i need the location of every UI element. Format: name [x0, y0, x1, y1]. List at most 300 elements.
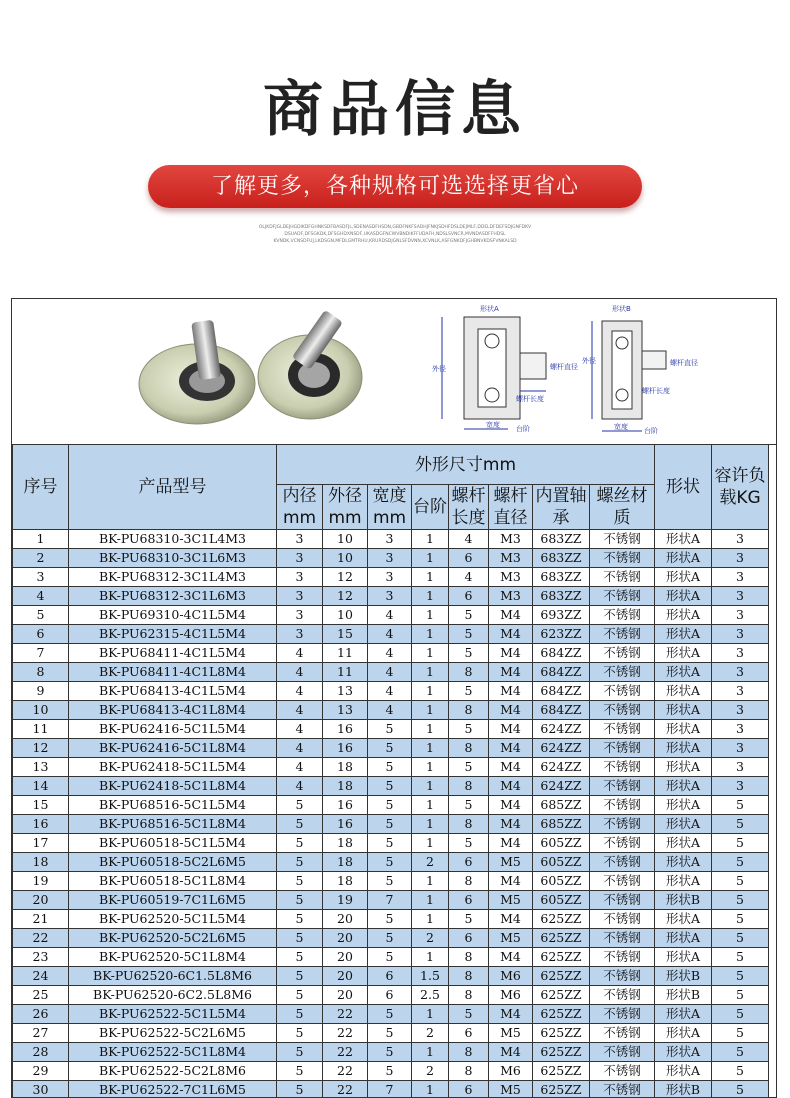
- cell-index: 24: [13, 967, 69, 986]
- cell-index: 27: [13, 1024, 69, 1043]
- page-title: 商品信息: [263, 75, 527, 145]
- cell-load: 5: [712, 891, 769, 910]
- cell-shape: 形状A: [655, 682, 712, 701]
- cell-shape: 形状B: [655, 986, 712, 1005]
- cell-bolt-dia: M4: [489, 1005, 533, 1024]
- cell-bolt-dia: M4: [489, 796, 533, 815]
- cell-load: 3: [712, 644, 769, 663]
- cell-bolt-dia: M5: [489, 1024, 533, 1043]
- table-row: [13, 872, 769, 891]
- cell-shape: 形状A: [655, 663, 712, 682]
- cell-bolt-dia: M5: [489, 1081, 533, 1098]
- cell-bolt-len: 6: [449, 929, 489, 948]
- cell-inner-dia: 5: [277, 1005, 323, 1024]
- cell-inner-dia: 3: [277, 549, 323, 568]
- cell-bolt-dia: M4: [489, 720, 533, 739]
- cell-bearing: 605ZZ: [533, 872, 590, 891]
- cell-step: 1: [412, 530, 449, 549]
- cell-bearing: 605ZZ: [533, 853, 590, 872]
- cell-inner-dia: 3: [277, 530, 323, 549]
- cell-outer-dia: 13: [323, 701, 368, 720]
- cell-bolt-len: 8: [449, 948, 489, 967]
- cell-bearing: 625ZZ: [533, 910, 590, 929]
- table-row: [13, 796, 769, 815]
- cell-width: 4: [368, 682, 412, 701]
- cell-shape: 形状A: [655, 758, 712, 777]
- cell-index: 8: [13, 663, 69, 682]
- cell-shape: 形状A: [655, 1005, 712, 1024]
- cell-outer-dia: 16: [323, 815, 368, 834]
- cell-step: 1.5: [412, 967, 449, 986]
- cell-step: 2.5: [412, 986, 449, 1005]
- cell-bolt-len: 5: [449, 834, 489, 853]
- cell-inner-dia: 5: [277, 1062, 323, 1081]
- table-row: [13, 587, 769, 606]
- cell-bearing: 625ZZ: [533, 948, 590, 967]
- cell-width: 5: [368, 1043, 412, 1062]
- cell-model: BK-PU69310-4C1L5M4: [69, 606, 277, 625]
- cell-index: 20: [13, 891, 69, 910]
- cell-outer-dia: 18: [323, 758, 368, 777]
- table-row: [13, 815, 769, 834]
- cell-inner-dia: 5: [277, 1024, 323, 1043]
- cell-model: BK-PU62522-5C2L6M5: [69, 1024, 277, 1043]
- cell-bolt-material: 不锈钢: [590, 872, 655, 891]
- cell-step: 1: [412, 701, 449, 720]
- table-row: [13, 986, 769, 1005]
- table-row: [13, 758, 769, 777]
- cell-bolt-dia: M3: [489, 587, 533, 606]
- cell-index: 16: [13, 815, 69, 834]
- table-row: [13, 1062, 769, 1081]
- cell-width: 5: [368, 929, 412, 948]
- cell-load: 3: [712, 625, 769, 644]
- cell-outer-dia: 16: [323, 720, 368, 739]
- cell-index: 3: [13, 568, 69, 587]
- cell-bolt-material: 不锈钢: [590, 682, 655, 701]
- cell-index: 29: [13, 1062, 69, 1081]
- cell-outer-dia: 18: [323, 777, 368, 796]
- cell-step: 1: [412, 739, 449, 758]
- cell-load: 5: [712, 1081, 769, 1098]
- cell-bearing: 683ZZ: [533, 587, 590, 606]
- cell-bearing: 683ZZ: [533, 549, 590, 568]
- cell-step: 1: [412, 872, 449, 891]
- cell-model: BK-PU62522-7C1L6M5: [69, 1081, 277, 1098]
- cell-outer-dia: 20: [323, 910, 368, 929]
- cell-load: 3: [712, 739, 769, 758]
- cell-width: 5: [368, 910, 412, 929]
- cell-load: 3: [712, 549, 769, 568]
- diagram-bolt-len-label-b: 螺杆长度: [642, 387, 670, 395]
- cell-bearing: 684ZZ: [533, 663, 590, 682]
- cell-bearing: 685ZZ: [533, 796, 590, 815]
- table-row: [13, 663, 769, 682]
- cell-bearing: 684ZZ: [533, 682, 590, 701]
- header-dims-group: 外形尺寸mm: [277, 445, 655, 485]
- cell-load: 5: [712, 967, 769, 986]
- cell-width: 5: [368, 1024, 412, 1043]
- cell-outer-dia: 15: [323, 625, 368, 644]
- cell-width: 5: [368, 948, 412, 967]
- cell-model: BK-PU68310-3C1L6M3: [69, 549, 277, 568]
- cell-outer-dia: 12: [323, 587, 368, 606]
- cell-bearing: 625ZZ: [533, 1005, 590, 1024]
- cell-bolt-material: 不锈钢: [590, 910, 655, 929]
- cell-shape: 形状B: [655, 891, 712, 910]
- product-visual-area: [12, 299, 776, 445]
- cell-model: BK-PU68310-3C1L4M3: [69, 530, 277, 549]
- cell-shape: 形状A: [655, 587, 712, 606]
- diagram-width-label-b: 宽度: [614, 423, 628, 431]
- diagram-width-label: 宽度: [486, 421, 500, 429]
- cell-bearing: 623ZZ: [533, 625, 590, 644]
- cell-bolt-dia: M4: [489, 606, 533, 625]
- cell-bolt-len: 8: [449, 739, 489, 758]
- table-row: [13, 1005, 769, 1024]
- cell-load: 3: [712, 530, 769, 549]
- cell-inner-dia: 5: [277, 967, 323, 986]
- cell-step: 1: [412, 606, 449, 625]
- cell-bolt-dia: M5: [489, 891, 533, 910]
- cell-inner-dia: 3: [277, 587, 323, 606]
- cell-model: BK-PU62520-5C2L6M5: [69, 929, 277, 948]
- cell-bolt-len: 8: [449, 815, 489, 834]
- cell-outer-dia: 12: [323, 568, 368, 587]
- cell-bolt-material: 不锈钢: [590, 929, 655, 948]
- cell-bolt-len: 8: [449, 967, 489, 986]
- cell-step: 1: [412, 644, 449, 663]
- cell-load: 3: [712, 682, 769, 701]
- cell-shape: 形状A: [655, 1024, 712, 1043]
- diagram-shape-b-label: 形状B: [612, 305, 631, 313]
- cell-inner-dia: 5: [277, 986, 323, 1005]
- cell-bolt-len: 4: [449, 530, 489, 549]
- cell-model: BK-PU60518-5C2L6M5: [69, 853, 277, 872]
- table-row: [13, 777, 769, 796]
- cell-index: 23: [13, 948, 69, 967]
- cell-model: BK-PU68516-5C1L8M4: [69, 815, 277, 834]
- cell-shape: 形状A: [655, 625, 712, 644]
- cell-shape: 形状A: [655, 1062, 712, 1081]
- cell-width: 5: [368, 853, 412, 872]
- cell-outer-dia: 20: [323, 929, 368, 948]
- cell-step: 1: [412, 948, 449, 967]
- cell-bolt-dia: M5: [489, 929, 533, 948]
- cell-outer-dia: 22: [323, 1081, 368, 1098]
- cell-bolt-dia: M4: [489, 682, 533, 701]
- cell-bolt-dia: M4: [489, 777, 533, 796]
- table-row: [13, 682, 769, 701]
- cell-bearing: 683ZZ: [533, 530, 590, 549]
- cell-index: 1: [13, 530, 69, 549]
- cell-inner-dia: 5: [277, 853, 323, 872]
- cell-bolt-material: 不锈钢: [590, 796, 655, 815]
- cell-model: BK-PU60518-5C1L8M4: [69, 872, 277, 891]
- table-body: [13, 530, 769, 1098]
- cell-bolt-dia: M4: [489, 948, 533, 967]
- cell-bolt-len: 6: [449, 1081, 489, 1098]
- table-row: [13, 644, 769, 663]
- cell-bearing: 625ZZ: [533, 1043, 590, 1062]
- cell-inner-dia: 4: [277, 682, 323, 701]
- table-row: [13, 1043, 769, 1062]
- cell-bolt-material: 不锈钢: [590, 530, 655, 549]
- cell-step: 1: [412, 625, 449, 644]
- cell-load: 5: [712, 929, 769, 948]
- cell-outer-dia: 18: [323, 853, 368, 872]
- cell-index: 7: [13, 644, 69, 663]
- cell-outer-dia: 18: [323, 834, 368, 853]
- cell-shape: 形状A: [655, 549, 712, 568]
- cell-inner-dia: 5: [277, 929, 323, 948]
- diagram-outer-dia-label-b: 外径: [582, 357, 596, 365]
- cell-load: 5: [712, 834, 769, 853]
- cell-bearing: 624ZZ: [533, 777, 590, 796]
- cell-step: 1: [412, 796, 449, 815]
- cell-width: 4: [368, 606, 412, 625]
- cell-index: 15: [13, 796, 69, 815]
- cell-load: 5: [712, 986, 769, 1005]
- cell-width: 5: [368, 758, 412, 777]
- cell-bolt-len: 8: [449, 701, 489, 720]
- cell-index: 12: [13, 739, 69, 758]
- cell-bolt-dia: M4: [489, 739, 533, 758]
- cell-width: 5: [368, 872, 412, 891]
- cell-shape: 形状A: [655, 910, 712, 929]
- cell-bearing: 625ZZ: [533, 967, 590, 986]
- cell-load: 3: [712, 606, 769, 625]
- cell-index: 5: [13, 606, 69, 625]
- table-row: [13, 606, 769, 625]
- cell-bolt-len: 6: [449, 549, 489, 568]
- cell-load: 5: [712, 948, 769, 967]
- cell-index: 13: [13, 758, 69, 777]
- cell-model: BK-PU68411-4C1L8M4: [69, 663, 277, 682]
- header-index: 序号: [13, 445, 69, 530]
- cell-width: 5: [368, 815, 412, 834]
- cell-bolt-material: 不锈钢: [590, 663, 655, 682]
- cell-inner-dia: 4: [277, 720, 323, 739]
- header-outer-dia: 外径mm: [323, 485, 368, 530]
- table-row: [13, 720, 769, 739]
- cell-step: 1: [412, 777, 449, 796]
- cell-inner-dia: 4: [277, 644, 323, 663]
- cell-index: 2: [13, 549, 69, 568]
- cell-width: 7: [368, 891, 412, 910]
- cell-shape: 形状A: [655, 929, 712, 948]
- table-row: [13, 549, 769, 568]
- cell-bearing: 625ZZ: [533, 1024, 590, 1043]
- cell-load: 3: [712, 758, 769, 777]
- cell-bearing: 625ZZ: [533, 929, 590, 948]
- cell-inner-dia: 5: [277, 796, 323, 815]
- cell-width: 5: [368, 834, 412, 853]
- cell-load: 3: [712, 720, 769, 739]
- cell-inner-dia: 4: [277, 777, 323, 796]
- cell-outer-dia: 22: [323, 1043, 368, 1062]
- cell-bolt-material: 不锈钢: [590, 739, 655, 758]
- table-row: [13, 530, 769, 549]
- cell-load: 5: [712, 872, 769, 891]
- spec-sheet: [11, 298, 777, 1098]
- table-row: [13, 834, 769, 853]
- cell-inner-dia: 5: [277, 1081, 323, 1098]
- tiny-text-line: DSUADF,DFSGKDK,DFSGHDXNSDF,UKASDGFNCWVBNDIKFFUDAFH,NDSLSVNCR,MVNDASDFFHDSL: [284, 232, 506, 237]
- table-row: [13, 948, 769, 967]
- cell-bolt-len: 5: [449, 682, 489, 701]
- cell-model: BK-PU68312-3C1L4M3: [69, 568, 277, 587]
- cell-width: 5: [368, 1005, 412, 1024]
- cell-bearing: 624ZZ: [533, 739, 590, 758]
- cell-bolt-dia: M4: [489, 625, 533, 644]
- cell-shape: 形状A: [655, 530, 712, 549]
- cell-index: 22: [13, 929, 69, 948]
- diagram-step-label: 台阶: [516, 425, 530, 433]
- cell-model: BK-PU62522-5C1L5M4: [69, 1005, 277, 1024]
- cell-index: 28: [13, 1043, 69, 1062]
- table-row: [13, 853, 769, 872]
- cell-outer-dia: 13: [323, 682, 368, 701]
- cell-load: 3: [712, 663, 769, 682]
- cell-load: 3: [712, 701, 769, 720]
- cell-outer-dia: 20: [323, 967, 368, 986]
- cell-outer-dia: 11: [323, 663, 368, 682]
- cell-inner-dia: 5: [277, 815, 323, 834]
- cell-index: 21: [13, 910, 69, 929]
- cell-bolt-material: 不锈钢: [590, 606, 655, 625]
- cell-outer-dia: 18: [323, 872, 368, 891]
- cell-step: 1: [412, 663, 449, 682]
- cell-bolt-len: 6: [449, 853, 489, 872]
- cell-load: 3: [712, 777, 769, 796]
- cell-bolt-material: 不锈钢: [590, 986, 655, 1005]
- cell-width: 5: [368, 720, 412, 739]
- cell-bearing: 685ZZ: [533, 815, 590, 834]
- cell-shape: 形状B: [655, 967, 712, 986]
- cell-bearing: 683ZZ: [533, 568, 590, 587]
- cell-width: 4: [368, 701, 412, 720]
- table-row: [13, 739, 769, 758]
- cell-width: 6: [368, 967, 412, 986]
- cell-width: 5: [368, 777, 412, 796]
- banner-pill: 了解更多，各种规格可选选择更省心: [148, 165, 642, 208]
- cell-bolt-material: 不锈钢: [590, 1005, 655, 1024]
- cell-index: 11: [13, 720, 69, 739]
- cell-index: 14: [13, 777, 69, 796]
- cell-inner-dia: 5: [277, 834, 323, 853]
- cell-inner-dia: 4: [277, 758, 323, 777]
- cell-width: 5: [368, 739, 412, 758]
- cell-outer-dia: 22: [323, 1005, 368, 1024]
- cell-shape: 形状A: [655, 644, 712, 663]
- cell-shape: 形状A: [655, 701, 712, 720]
- cell-index: 9: [13, 682, 69, 701]
- cell-load: 5: [712, 910, 769, 929]
- cell-bearing: 625ZZ: [533, 1081, 590, 1098]
- cell-load: 5: [712, 1062, 769, 1081]
- table-row: [13, 929, 769, 948]
- cell-bolt-len: 5: [449, 796, 489, 815]
- cell-bolt-material: 不锈钢: [590, 891, 655, 910]
- cell-model: BK-PU62315-4C1L5M4: [69, 625, 277, 644]
- cell-bolt-dia: M6: [489, 1062, 533, 1081]
- cell-step: 2: [412, 1024, 449, 1043]
- cell-bolt-material: 不锈钢: [590, 834, 655, 853]
- cell-index: 17: [13, 834, 69, 853]
- cell-index: 6: [13, 625, 69, 644]
- cell-model: BK-PU62522-5C1L8M4: [69, 1043, 277, 1062]
- cell-bolt-len: 6: [449, 587, 489, 606]
- cell-bolt-dia: M3: [489, 530, 533, 549]
- cell-model: BK-PU60519-7C1L6M5: [69, 891, 277, 910]
- cell-bolt-material: 不锈钢: [590, 625, 655, 644]
- cell-bolt-dia: M5: [489, 853, 533, 872]
- cell-bearing: 625ZZ: [533, 1062, 590, 1081]
- cell-bolt-material: 不锈钢: [590, 644, 655, 663]
- cell-load: 5: [712, 815, 769, 834]
- cell-step: 1: [412, 910, 449, 929]
- cell-bolt-dia: M4: [489, 644, 533, 663]
- cell-width: 3: [368, 587, 412, 606]
- cell-load: 5: [712, 1043, 769, 1062]
- cell-shape: 形状A: [655, 872, 712, 891]
- cell-shape: 形状A: [655, 948, 712, 967]
- cell-inner-dia: 5: [277, 891, 323, 910]
- diagram-step-label-b: 台阶: [644, 427, 658, 435]
- product-photo: [12, 299, 776, 444]
- diagram-bolt-dia-label-b: 螺杆直径: [670, 359, 698, 367]
- cell-inner-dia: 4: [277, 701, 323, 720]
- cell-bolt-len: 6: [449, 891, 489, 910]
- cell-bearing: 625ZZ: [533, 986, 590, 1005]
- cell-bolt-material: 不锈钢: [590, 967, 655, 986]
- cell-bolt-len: 6: [449, 1024, 489, 1043]
- header-bearing: 内置轴承: [533, 485, 590, 530]
- cell-index: 19: [13, 872, 69, 891]
- header-bolt-material: 螺丝材质: [590, 485, 655, 530]
- cell-inner-dia: 5: [277, 1043, 323, 1062]
- cell-index: 4: [13, 587, 69, 606]
- table-row: [13, 1024, 769, 1043]
- cell-shape: 形状A: [655, 720, 712, 739]
- cell-outer-dia: 20: [323, 986, 368, 1005]
- table-row: [13, 1081, 769, 1098]
- cell-model: BK-PU60518-5C1L5M4: [69, 834, 277, 853]
- cell-step: 1: [412, 758, 449, 777]
- cell-model: BK-PU62520-6C2.5L8M6: [69, 986, 277, 1005]
- cell-bolt-material: 不锈钢: [590, 568, 655, 587]
- cell-outer-dia: 19: [323, 891, 368, 910]
- cell-width: 3: [368, 568, 412, 587]
- cell-model: BK-PU62520-6C1.5L8M6: [69, 967, 277, 986]
- table-row: [13, 910, 769, 929]
- cell-model: BK-PU62520-5C1L8M4: [69, 948, 277, 967]
- cell-shape: 形状A: [655, 796, 712, 815]
- cell-bolt-len: 8: [449, 777, 489, 796]
- table-row: [13, 967, 769, 986]
- cell-width: 3: [368, 549, 412, 568]
- spec-table: [12, 444, 769, 1098]
- cell-step: 1: [412, 1005, 449, 1024]
- cell-step: 2: [412, 1062, 449, 1081]
- cell-bolt-dia: M4: [489, 872, 533, 891]
- cell-outer-dia: 22: [323, 1062, 368, 1081]
- cell-step: 1: [412, 891, 449, 910]
- cell-model: BK-PU68413-4C1L8M4: [69, 701, 277, 720]
- cell-width: 6: [368, 986, 412, 1005]
- cell-shape: 形状A: [655, 853, 712, 872]
